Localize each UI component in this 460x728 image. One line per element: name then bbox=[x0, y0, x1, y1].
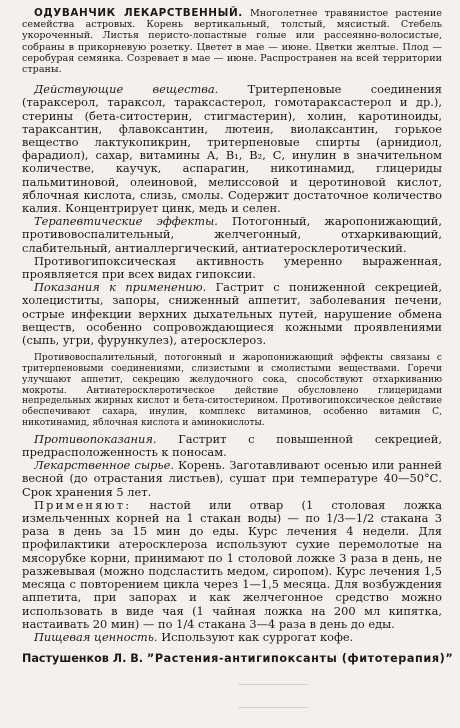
contraindications-text: Гастрит с повышенной секрецией, предрасположенность к поносам. bbox=[22, 431, 442, 460]
contraindications-paragraph bbox=[22, 433, 442, 459]
usage-paragraph bbox=[22, 499, 442, 631]
active-substances-label: Действующие вещества. bbox=[34, 82, 219, 97]
contraindications-label: Противопоказания. bbox=[34, 431, 157, 446]
citation-author: Пастушенков Л. В. bbox=[22, 652, 143, 666]
raw-material-text: Корень. Заготавливают осенью или ранней весной (до отрастания листьев), сушат при температуре 40—50°С. Срок хранения 5 лет. bbox=[22, 458, 443, 499]
food-value-paragraph bbox=[22, 631, 442, 644]
indications-paragraph bbox=[22, 281, 442, 347]
antihypoxic-paragraph: Противогипоксическая активность умеренно выраженная, проявляется при всех видах гипоксии. bbox=[22, 253, 442, 282]
pharmacology-note: Противовоспалительный, потогонный и жаропонижающий эффекты связаны с тритерпеновыми соединениями, слизистыми и смолистыми веществами. Горечи улучшают аппетит, секрецию желудочного сока, способствуют отхаркиванию мокроты. Антиатеросклеротическое действие обусловлено глицеридами непредельных жирных кислот и бета-ситостерином. Противогипоксическое действие обеспечивают сахара, инулин, комплекс витаминов, особенно витамин С, никотинамид, яблочная кислота и аминокислоты. bbox=[22, 353, 442, 429]
source-citation bbox=[22, 652, 454, 666]
food-value-label: Пищевая ценность. bbox=[34, 629, 158, 644]
citation-book: ”Растения-антигипоксанты (фитотерапия)” bbox=[146, 652, 454, 666]
therapeutic-effects-label: Терапевтические эффекты. bbox=[34, 214, 218, 229]
indications-label: Показания к применению. bbox=[34, 280, 207, 295]
food-value-text: Используют как суррогат кофе. bbox=[161, 629, 354, 644]
faint-stamp-mark bbox=[238, 684, 308, 708]
plant-intro-text: Многолетнее травянистое растение семейства астровых. Корень вертикальный, толстый, мясистый. Стебель укороченный. Листья перисто-лопастные голые или рассеянно-волосистые, собраны в прикорневую розетку. Цветет в мае — июне. Цветки желтые. Плод — серобурая семянка. Созревает в мае — июне. Распространен на всей территории страны. bbox=[22, 8, 442, 76]
therapeutic-effects-text: Потогонный, жаропонижающий, противовоспалительный, желчегонный, отхаркивающий, слабительный, антиаллергический, антиатеросклеротический. bbox=[22, 214, 442, 255]
usage-label: Применяют: bbox=[34, 497, 132, 512]
active-substances-text: Тритерпеновые соединения (тараксерол, тараксол, тараксастерол, гомотараксастерол и др.), стерины (бета-ситостерин, стигмастерин), холин, каротиноиды, тараксантин, флавоксантин, лютеин, виолаксантин, горькое вещество лактукопикрин, тритерпеновые спирты (арнидиол, фарадиол), сахар, витамины А, В₁, В₂, С, инулин в значительном количестве, каучук, аспарагин, никотинамид, глицериды пальмитиновой, олеиновой, мелиссовой и церотиновой кислот, яблочная кислота, слизь, смолы. Содержит достаточное количество калия. Концентрирует цинк, медь и селен. bbox=[22, 82, 442, 216]
plant-description bbox=[22, 8, 442, 75]
indications-text: Гастрит с пониженной секрецией, холециститы, запоры, сниженный аппетит, заболевания печени, острые инфекции верхних дыхательных путей, нарушение обмена веществ, особенно сопровождающиеся кожными проявлениями (сыпь, угри, фурункулез), атеросклероз. bbox=[22, 280, 442, 348]
raw-material-paragraph bbox=[22, 459, 442, 499]
raw-material-label: Лекарственное сырье. bbox=[34, 458, 174, 473]
usage-text: настой или отвар (1 столовая ложка измельченных корней на 1 стакан воды) — по 1/3—1/2 стакана 3 раза в день за 15 мин до еды. Курс лечения 4 недели. Для профилактики атеросклероза используют сухие перемолотые на мясорубке корни, принимают по 1 столовой ложке 3 раза в день, не разжевывая (можно подсластить медом, сиропом). Курс лечения 1,5 месяца с повторением цикла через 1—1,5 месяца. Для возбуждения аппетита, при запорах и как желчегонное средство можно использовать в виде чая (1 чайная ложка на 200 мл кипятка, настаивать 20 мин) — по 1/4 стакана 3—4 раза в день до еды. bbox=[22, 497, 443, 631]
plant-title: ОДУВАНЧИК ЛЕКАРСТВЕННЫЙ. bbox=[34, 7, 243, 19]
therapeutic-effects-paragraph bbox=[22, 215, 442, 255]
active-substances-paragraph bbox=[22, 83, 442, 215]
